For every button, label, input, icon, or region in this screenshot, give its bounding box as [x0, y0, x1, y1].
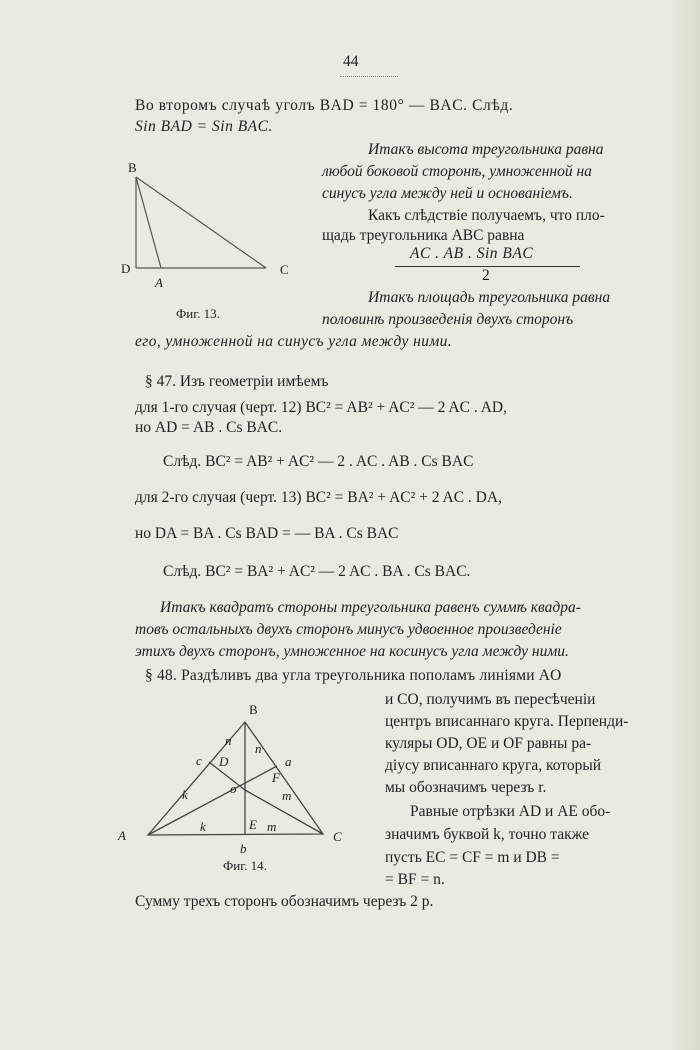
text-line: Итакъ площадь треугольника равна: [368, 289, 611, 306]
fig14-label-f: F: [272, 770, 280, 785]
fig13-label-d: D: [121, 261, 131, 276]
text-line: щадь треугольника ABC равна: [322, 227, 525, 244]
fig14-label-a: A: [118, 828, 126, 843]
fig14-caption: Фиг. 14.: [223, 858, 267, 873]
text-line: его, умноженной на синусъ угла между ними.: [135, 333, 453, 350]
text-line: пусть EC = CF = m и DB =: [385, 849, 560, 866]
text-line: любой боковой сторонѣ, умноженной на: [322, 163, 592, 180]
text-line: синусъ угла между ней и основаніемъ.: [322, 185, 573, 202]
text-line: Равные отрѣзки AD и AE обо-: [410, 803, 611, 820]
text-line: = BF = n.: [385, 871, 445, 888]
text-line: половинѣ произведенія двухъ сторонъ: [322, 311, 574, 328]
fig14-label-d: D: [219, 754, 229, 769]
formula-line: Слѣд. BC² = AB² + AC² — 2 . AC . AB . Cs BAC: [163, 453, 474, 470]
text-line: куляры OD, OE и OF равны ра-: [385, 735, 592, 752]
fig14-label-k: k: [182, 787, 188, 802]
text-line: Итакъ квадратъ стороны треугольника равенъ суммѣ квадра-: [160, 599, 581, 616]
fig14-label-o: o: [230, 781, 237, 796]
text-line: центръ вписаннаго круга. Перпенди-: [385, 713, 629, 730]
text-line: значимъ буквой k, точно также: [385, 826, 590, 843]
formula-line: для 1-го случая (черт. 12) BC² = AB² + AC² — 2 AC . AD,: [135, 399, 507, 416]
formula-line: для 2-го случая (черт. 13) BC² = BA² + AC² + 2 AC . DA,: [135, 489, 502, 506]
fraction-denominator: 2: [482, 267, 490, 284]
text-line: товъ остальныхъ двухъ сторонъ минусъ удвоенное произведеніе: [135, 621, 562, 638]
section-47-heading: § 47. Изъ геометріи имѣемъ: [145, 373, 329, 390]
fig13-caption: Фиг. 13.: [176, 306, 220, 321]
fig14-label-m: m: [267, 819, 277, 834]
fig14-label-k: k: [200, 819, 206, 834]
fig14-label-c: C: [333, 829, 342, 844]
text-line: Какъ слѣдствіе получаемъ, что пло-: [368, 207, 605, 224]
text-line: Сумму трехъ сторонъ обозначимъ черезъ 2 p.: [135, 893, 434, 910]
fig14-label-b: B: [249, 702, 258, 717]
formula-line: но DA = BA . Cs BAD = — BA . Cs BAC: [135, 525, 399, 542]
fig13-label-c: C: [280, 262, 289, 277]
formula-line: Sin BAD = Sin BAC.: [135, 118, 273, 135]
formula-line: Слѣд. BC² = BA² + AC² — 2 AC . BA . Cs BAC.: [163, 563, 471, 580]
section-48-heading: § 48. Раздѣливъ два угла треугольника пополамъ линіями AO: [145, 667, 562, 684]
fig14-label-b-side: b: [240, 841, 247, 856]
fig13-label-a: A: [155, 275, 163, 290]
formula-line: но AD = AB . Cs BAC.: [135, 419, 283, 436]
fraction-numerator: AC . AB . Sin BAC: [410, 245, 534, 262]
fig13-label-b: B: [128, 160, 137, 175]
text-line: этихъ двухъ сторонъ, умноженное на косинусъ угла между ними.: [135, 643, 569, 660]
fig14-label-m: m: [282, 788, 292, 803]
fig14-label-n: n: [225, 733, 232, 748]
fig14-label-e: E: [249, 817, 257, 832]
page-number: 44: [343, 53, 359, 70]
text-line: діусу вписаннаго круга, который: [385, 757, 602, 774]
fig14-label-c-side: c: [196, 753, 202, 768]
text-line: Во второмъ случаѣ уголъ BAD = 180° — BAC. Слѣд.: [135, 97, 514, 114]
fig14-label-n: n: [255, 741, 262, 756]
fig14-label-a-side: a: [285, 754, 292, 769]
text-line: мы обозначимъ черезъ r.: [385, 779, 547, 796]
text-line: и CO, получимъ въ пересѣченіи: [385, 691, 596, 708]
text-line: Итакъ высота треугольника равна: [368, 141, 604, 158]
